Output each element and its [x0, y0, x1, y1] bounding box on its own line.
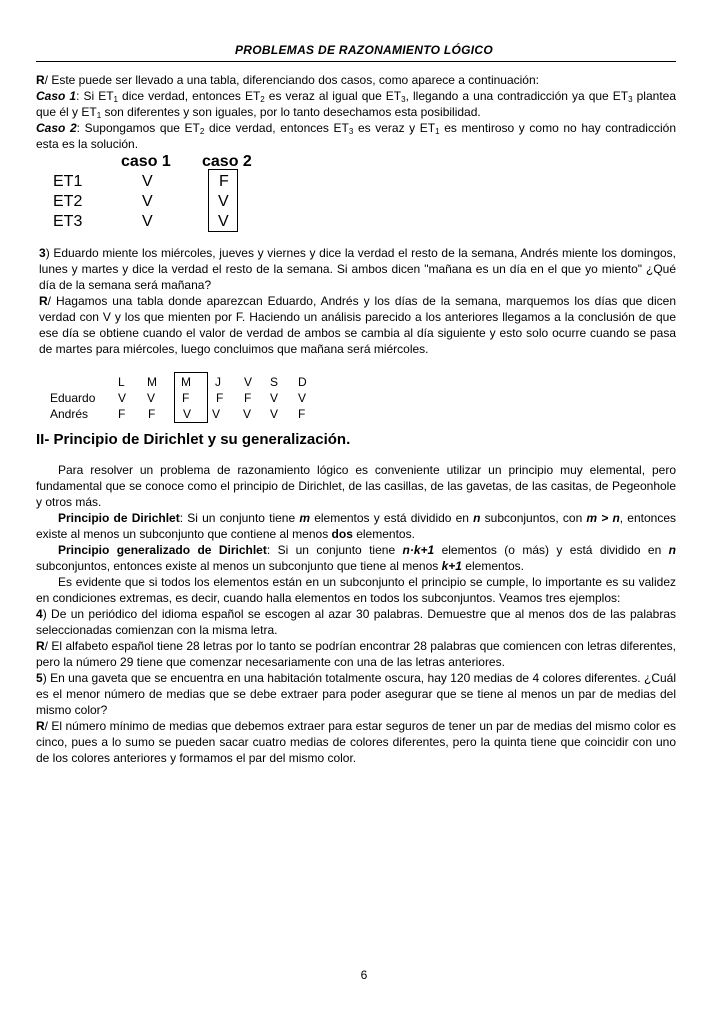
table-header-caso-1: caso 1 [121, 153, 171, 170]
table-cell: F [219, 173, 229, 190]
caso-1-text: son diferentes y son iguales, por lo tanto desechamos esta posibilidad. [101, 105, 481, 119]
math-condition: m > n [586, 511, 620, 525]
answer-1-text: / Este puede ser llevado a una tabla, diferenciando dos casos, como aparece a continuación: [44, 73, 539, 87]
table-header-caso-2: caso 2 [202, 153, 252, 170]
table-cell: V [147, 391, 156, 405]
math-symbol: k+1 [441, 559, 462, 573]
day-header: M [147, 375, 157, 389]
caso-2-text: dice verdad, entonces ET [204, 121, 349, 135]
subscript: 1 [96, 111, 102, 120]
principle-text: subconjuntos, con [480, 511, 587, 525]
table-cell: V [118, 391, 127, 405]
subscript: 1 [113, 95, 118, 104]
problem-5-answer [36, 718, 676, 766]
principle-text: elementos (o más) y está dividido en [434, 543, 669, 557]
table-cell: V [298, 391, 307, 405]
caso-2-paragraph [36, 120, 676, 152]
section-body [36, 462, 676, 766]
table-cell: V [270, 391, 279, 405]
problem-4-answer-text: / El alfabeto español tiene 28 letras por lo tanto se podrían encontrar 28 palabras que comiencen con letras diferentes, pero la número 29 tiene que comenzar necesariamente con una de las letras anteriores. [36, 639, 676, 669]
subscript: 2 [260, 95, 265, 104]
answer-1-paragraph [36, 72, 676, 88]
table-cell: V [142, 193, 153, 210]
subscript: 3 [401, 95, 406, 104]
problem-5-answer-text: / El número mínimo de medias que debemos extraer para estar seguros de tener un par de medias del mismo color es cinco, pues a lo sumo se pueden sacar cuatro medias de colores diferentes, pero la quinta tiene que coincidir con uno de los colores anteriores y formamos el par del mismo color. [36, 719, 676, 765]
problem-4-answer [36, 638, 676, 670]
day-header: S [270, 375, 279, 389]
section-title: II- Principio de Dirichlet y su generalización. [36, 431, 351, 448]
caso-2-label: Caso 2 [36, 121, 77, 135]
problem-3-statement [39, 245, 676, 293]
caso-1-label: Caso 1 [36, 89, 77, 103]
principle-text: : Si un conjunto tiene [179, 511, 300, 525]
table-row-label: Eduardo [50, 391, 96, 405]
evident-paragraph: Es evidente que si todos los elementos están en un subconjunto el principio se cumple, lo importante es su validez en condiciones extremas, es decir, cuando halla elementos en todos los subconjuntos. Veamos tres ejemplos: [36, 575, 676, 605]
math-symbol: n [473, 511, 481, 525]
principle-text: elementos y está dividido en [310, 511, 474, 525]
day-header: V [244, 375, 253, 389]
table-cell: F [182, 391, 190, 405]
table-cell: V [218, 193, 229, 210]
caso-2-text: es mentiroso y como no hay contradicción esta es la solución. [36, 121, 676, 151]
answer-r-label: R [39, 294, 48, 308]
dirichlet-principle [36, 510, 676, 542]
header-rule [36, 61, 676, 62]
table-cell: V [142, 173, 153, 190]
table-cell: V [142, 213, 153, 230]
table-row-label: ET3 [53, 213, 83, 230]
table-row-label: ET1 [53, 173, 83, 190]
table-row-label: ET2 [53, 193, 83, 210]
answer-block-1 [36, 72, 676, 152]
problem-number: 4 [36, 607, 43, 621]
day-header: L [118, 375, 125, 389]
problem-3-text: ) Eduardo miente los miércoles, jueves y viernes y dice la verdad el resto de la semana, Andrés miente los domingos, lunes y martes y dice la verdad el resto de la semana. Si ambos dicen "mañana es un día en el que yo miento" ¿Qué día de la semana será mañana? [39, 246, 676, 292]
table-cell: F [298, 407, 306, 421]
table-cell: V [243, 407, 252, 421]
table-cell: F [118, 407, 126, 421]
problem-3-answer-text: / Hagamos una tabla donde aparezcan Eduardo, Andrés y los días de la semana, marquemos los días que dicen verdad con V y los que mienten por F. Haciendo un análisis parecido a los anteriores llegamos a la conclusión de que ese día se obtiene cuando el valor de verdad de ambos se cambia al día siguiente y esto solo ocurre cuando se pasa de martes para miércoles, luego concluimos que mañana será miércoles. [39, 294, 676, 356]
problem-3-answer [39, 293, 676, 357]
math-symbol: n·k+1 [402, 543, 435, 557]
math-symbol: n [668, 543, 676, 557]
math-symbol: m [299, 511, 311, 525]
table-cell: V [183, 407, 192, 421]
subscript: 3 [628, 95, 633, 104]
principle-title: Principio generalizado de Dirichlet [58, 543, 267, 557]
problem-5-statement [36, 670, 676, 718]
subscript: 1 [435, 127, 440, 136]
day-header: D [298, 375, 307, 389]
table-row-label: Andrés [50, 407, 89, 421]
problem-3-block [39, 245, 676, 357]
principle-title: Principio de Dirichlet [58, 511, 180, 525]
principle-text: elementos. [352, 527, 415, 541]
tuesday-column-box [174, 372, 208, 423]
principle-text: subconjuntos, entonces existe al menos un subconjunto que tiene al menos [36, 559, 442, 573]
table-cell: F [148, 407, 156, 421]
caso-2-text: es veraz y ET [353, 121, 436, 135]
problem-number: 5 [36, 671, 43, 685]
problem-4-statement [36, 606, 676, 638]
problem-5-text: ) En una gaveta que se encuentra en una habitación totalmente oscura, hay 120 medias de 4 colores diferentes. ¿Cuál es el menor número de medias que se debe extraer para poder asegurar que se tiene al menos un par de medias del mismo color? [36, 671, 676, 717]
caso-1-text: es veraz al igual que ET [264, 89, 402, 103]
principle-text: , entonces existe al menos un subconjunto que contiene al menos [36, 511, 676, 541]
answer-r-label: R [36, 73, 45, 87]
emphasis: dos [331, 527, 353, 541]
answer-r-label: R [36, 639, 45, 653]
caso-1-text: : Si ET [76, 89, 114, 103]
solution-column-box [208, 169, 238, 232]
table-cell: F [216, 391, 224, 405]
table-cell: V [212, 407, 221, 421]
principle-text: elementos. [461, 559, 525, 573]
caso-1-text: , llegando a una contradicción ya que ET [405, 89, 629, 103]
principle-text: : Si un conjunto tiene [266, 543, 403, 557]
caso-2-text: : Supongamos que ET [76, 121, 200, 135]
table-cell: V [270, 407, 279, 421]
problem-4-text: ) De un periódico del idioma español se escogen al azar 30 palabras. Demuestre que al menos dos de las palabras seleccionadas comienzan con la misma letra. [36, 607, 676, 637]
generalized-dirichlet-principle [36, 542, 676, 574]
caso-1-text: dice verdad, entonces ET [117, 89, 261, 103]
table-cell: F [244, 391, 252, 405]
day-header: M [181, 375, 191, 389]
problem-number: 3 [39, 246, 46, 260]
answer-r-label: R [36, 719, 45, 733]
section-intro: Para resolver un problema de razonamiento lógico es conveniente utilizar un principio muy elemental, pero fundamental que se conoce como el principio de Dirichlet, de las casillas, de las gavetas, de las casitas, de Pegeonhole y otros más. [36, 463, 676, 509]
day-header: J [215, 375, 221, 389]
caso-1-text: plantea que él y ET [36, 89, 677, 119]
page-header: PROBLEMAS DE RAZONAMIENTO LÓGICO [234, 43, 494, 57]
subscript: 3 [348, 127, 354, 136]
caso-1-paragraph [36, 88, 676, 120]
page-number: 6 [360, 968, 368, 982]
subscript: 2 [199, 127, 205, 136]
table-cell: V [218, 213, 229, 230]
